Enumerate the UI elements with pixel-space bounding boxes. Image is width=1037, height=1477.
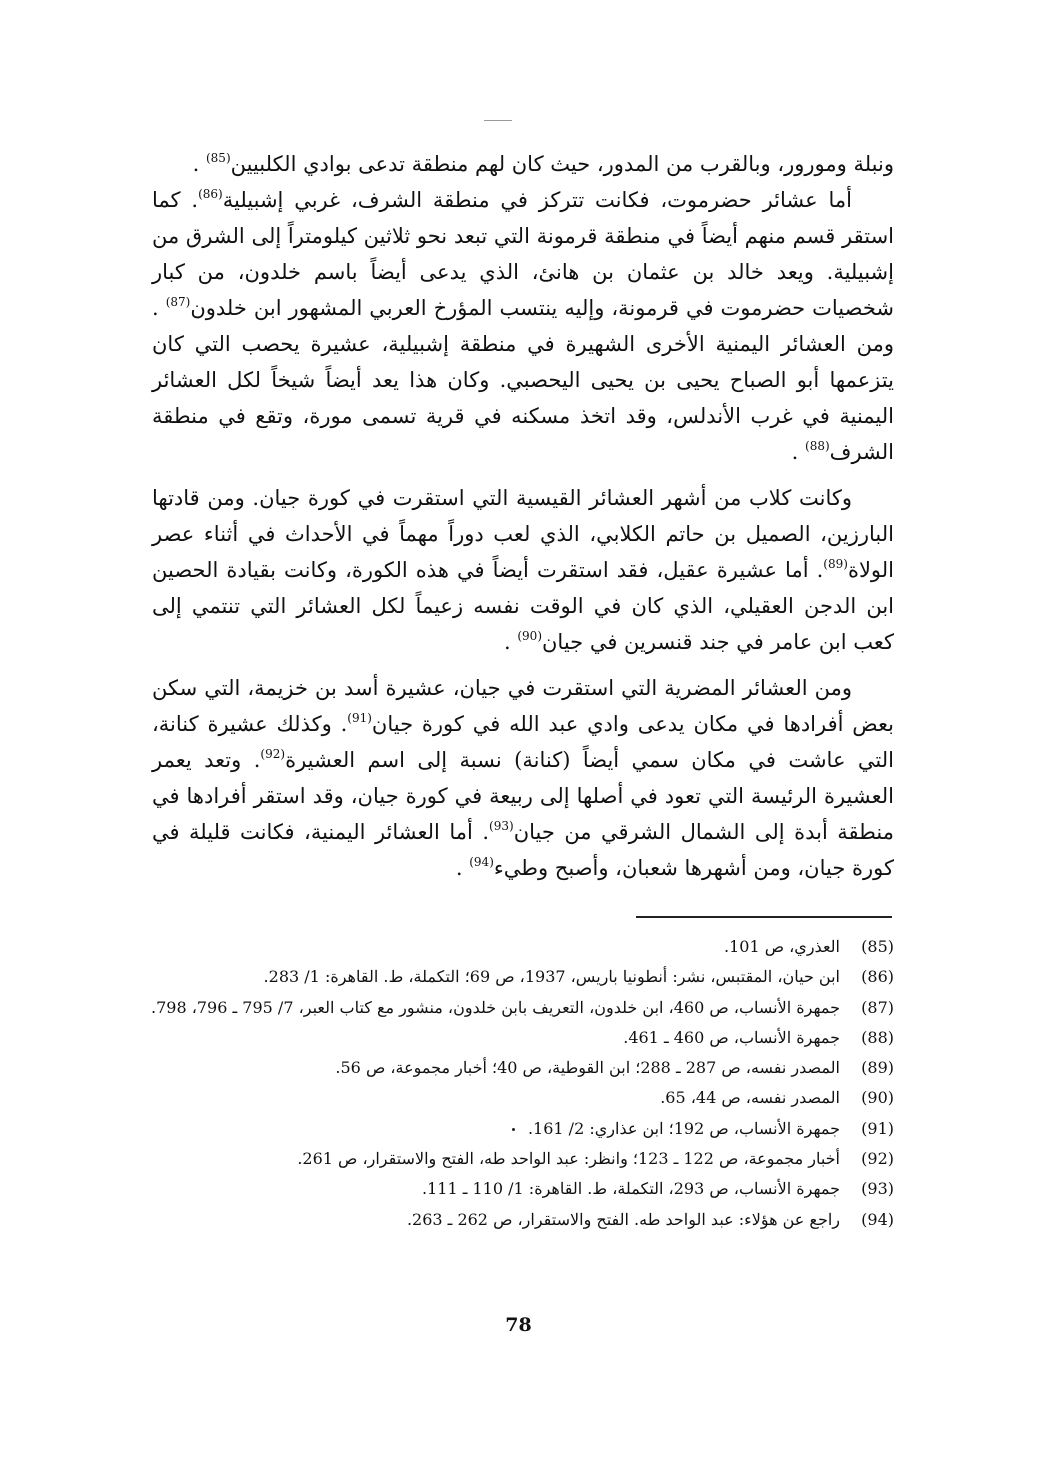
footnote-number: (93): [861, 1179, 894, 1199]
footnote-93: [120, 1174, 894, 1204]
footnote-ref-86: (86): [198, 187, 223, 201]
page-number: 78: [505, 1314, 532, 1336]
footnote-number: (91): [861, 1118, 894, 1138]
footnote-ref-94: (94): [469, 855, 494, 869]
footnote-text: العذري، ص 101.: [723, 937, 840, 956]
footnote-ref-93: (93): [489, 819, 514, 833]
footnote-86: [120, 962, 894, 992]
footnote-text: جمهرة الأنساب، ص 293، التكملة، ط. القاهرة: 1/ 110 ـ 111.: [422, 1179, 840, 1199]
footnote-number: (88): [861, 1027, 894, 1047]
footnote-number: (86): [861, 967, 894, 987]
stray-dot: [512, 1128, 515, 1131]
paragraph-4: ومن العشائر المضرية التي استقرت في جيان، عشيرة أسد بن خزيمة، التي سكن بعض أفرادها في مكان يدعى وادي عبد الله في كورة جيان$^{(91)}$. وكذلك عشيرة كنانة، التي عاشت في مكان سمي أيضاً (كنانة) نسبة إلى اسم العشيرة$^{(92)}$. وتعد يعمر العشيرة الرئيسة التي تعود في أصلها إلى ربيعة في كورة جيان، وقد استقر أفرادها في منطقة أبدة إلى الشمال الشرقي من جيان$^{(93)}$. أما العشائر اليمنية، فكانت قليلة في كورة جيان، ومن أشهرها شعبان، وأصبح وطيء$^{(94)}$ .: [152, 676, 895, 880]
top-mark: [484, 120, 512, 121]
paragraph-1: ونبلة ومورور، وبالقرب من المدور، حيث كان لهم منطقة تدعى بوادي الكلبيين$^{(85)}$ .: [192, 151, 894, 176]
footnotes: [120, 932, 894, 1235]
footnote-text: جمهرة الأنساب، ص 192؛ ابن عذاري: 2/ 161.: [527, 1118, 840, 1138]
footnote-91: [120, 1114, 894, 1144]
footnote-88: [120, 1023, 894, 1053]
footnote-number: (85): [861, 937, 894, 956]
footnote-85: [120, 932, 894, 962]
footnote-87: [120, 993, 894, 1023]
footnote-text: المصدر نفسه، ص 287 ـ 288؛ ابن القوطية، ص 40؛ أخبار مجموعة، ص 56.: [335, 1058, 840, 1078]
footnote-ref-85: (85): [205, 151, 231, 165]
footnote-94: [120, 1205, 894, 1235]
body-text: [152, 146, 894, 886]
footnote-ref-89: (89): [823, 557, 848, 571]
footnote-separator: [636, 916, 892, 918]
footnote-number: (94): [861, 1209, 894, 1229]
footnote-ref-92: (92): [260, 747, 286, 761]
footnote-ref-87: (87): [165, 295, 191, 309]
footnote-text: جمهرة الأنساب، ص 460 ـ 461.: [623, 1027, 840, 1047]
footnote-text: أخبار مجموعة، ص 122 ـ 123؛ وانظر: عبد الواحد طه، الفتح والاستقرار، ص 261.: [297, 1149, 840, 1169]
footnote-number: (90): [861, 1088, 894, 1108]
footnote-text: ابن حيان، المقتبس، نشر: أنطونيا باريس، 1937، ص 69؛ التكملة، ط. القاهرة: 1/ 283.: [263, 967, 840, 987]
footnote-number: (87): [861, 997, 894, 1017]
footnote-number: (89): [861, 1058, 894, 1078]
footnote-number: (92): [861, 1149, 894, 1169]
footnote-ref-91: (91): [347, 711, 372, 725]
paragraph-3: وكانت كلاب من أشهر العشائر القيسية التي استقرت في كورة جيان. ومن قادتها البارزين، الصميل بن حاتم الكلابي، الذي لعب دوراً مهماً في الأحداث في أثناء عصر الولاة$^{(89)}$. أما عشيرة عقيل، فقد استقرت أيضاً في هذه الكورة، وكانت بقيادة الحصين ابن الدجن العقيلي، الذي كان في الوقت نفسه زعيماً لكل العشائر التي تنتمي إلى كعب ابن عامر في جند قنسرين في جيان$^{(90)}$ .: [152, 486, 894, 654]
footnote-ref-90: (90): [517, 629, 542, 643]
footnote-text: جمهرة الأنساب، ص 460، ابن خلدون، التعريف بابن خلدون، منشور مع كتاب العبر، 7/ 795 ـ 796، 798.: [150, 997, 840, 1017]
footnote-ref-88: (88): [805, 439, 830, 453]
footnote-92: [120, 1144, 894, 1174]
footnote-89: [120, 1053, 894, 1083]
paragraph-2: أما عشائر حضرموت، فكانت تتركز في منطقة الشرف، غربي إشبيلية$^{(86)}$. كما استقر قسم منهم أيضاً في منطقة قرمونة التي تبعد نحو ثلاثين كيلومتراً إلى الشرق من إشبيلية. ويعد خالد بن عثمان بن هانئ، الذي يدعى أيضاً باسم خلدون، من كبار شخصيات حضرموت في قرمونة، وإليه ينتسب المؤرخ العربي المشهور ابن خلدون$^{(87)}$ . ومن العشائر اليمنية الأخرى الشهيرة في منطقة إشبيلية، عشيرة يحصب التي كان يتزعمها أبو الصباح يحيى بن يحيى اليحصبي. وكان هذا يعد أيضاً شيخاً لكل العشائر اليمنية في غرب الأندلس، وقد اتخذ مسكنه في قرية تسمى مورة، وتقع في منطقة الشرف$^{(88)}$ .: [152, 187, 895, 464]
footnote-text: راجع عن هؤلاء: عبد الواحد طه. الفتح والاستقرار، ص 262 ـ 263.: [406, 1209, 840, 1229]
footnote-text: المصدر نفسه، ص 44، 65.: [660, 1088, 840, 1108]
footnote-90: [120, 1083, 894, 1113]
